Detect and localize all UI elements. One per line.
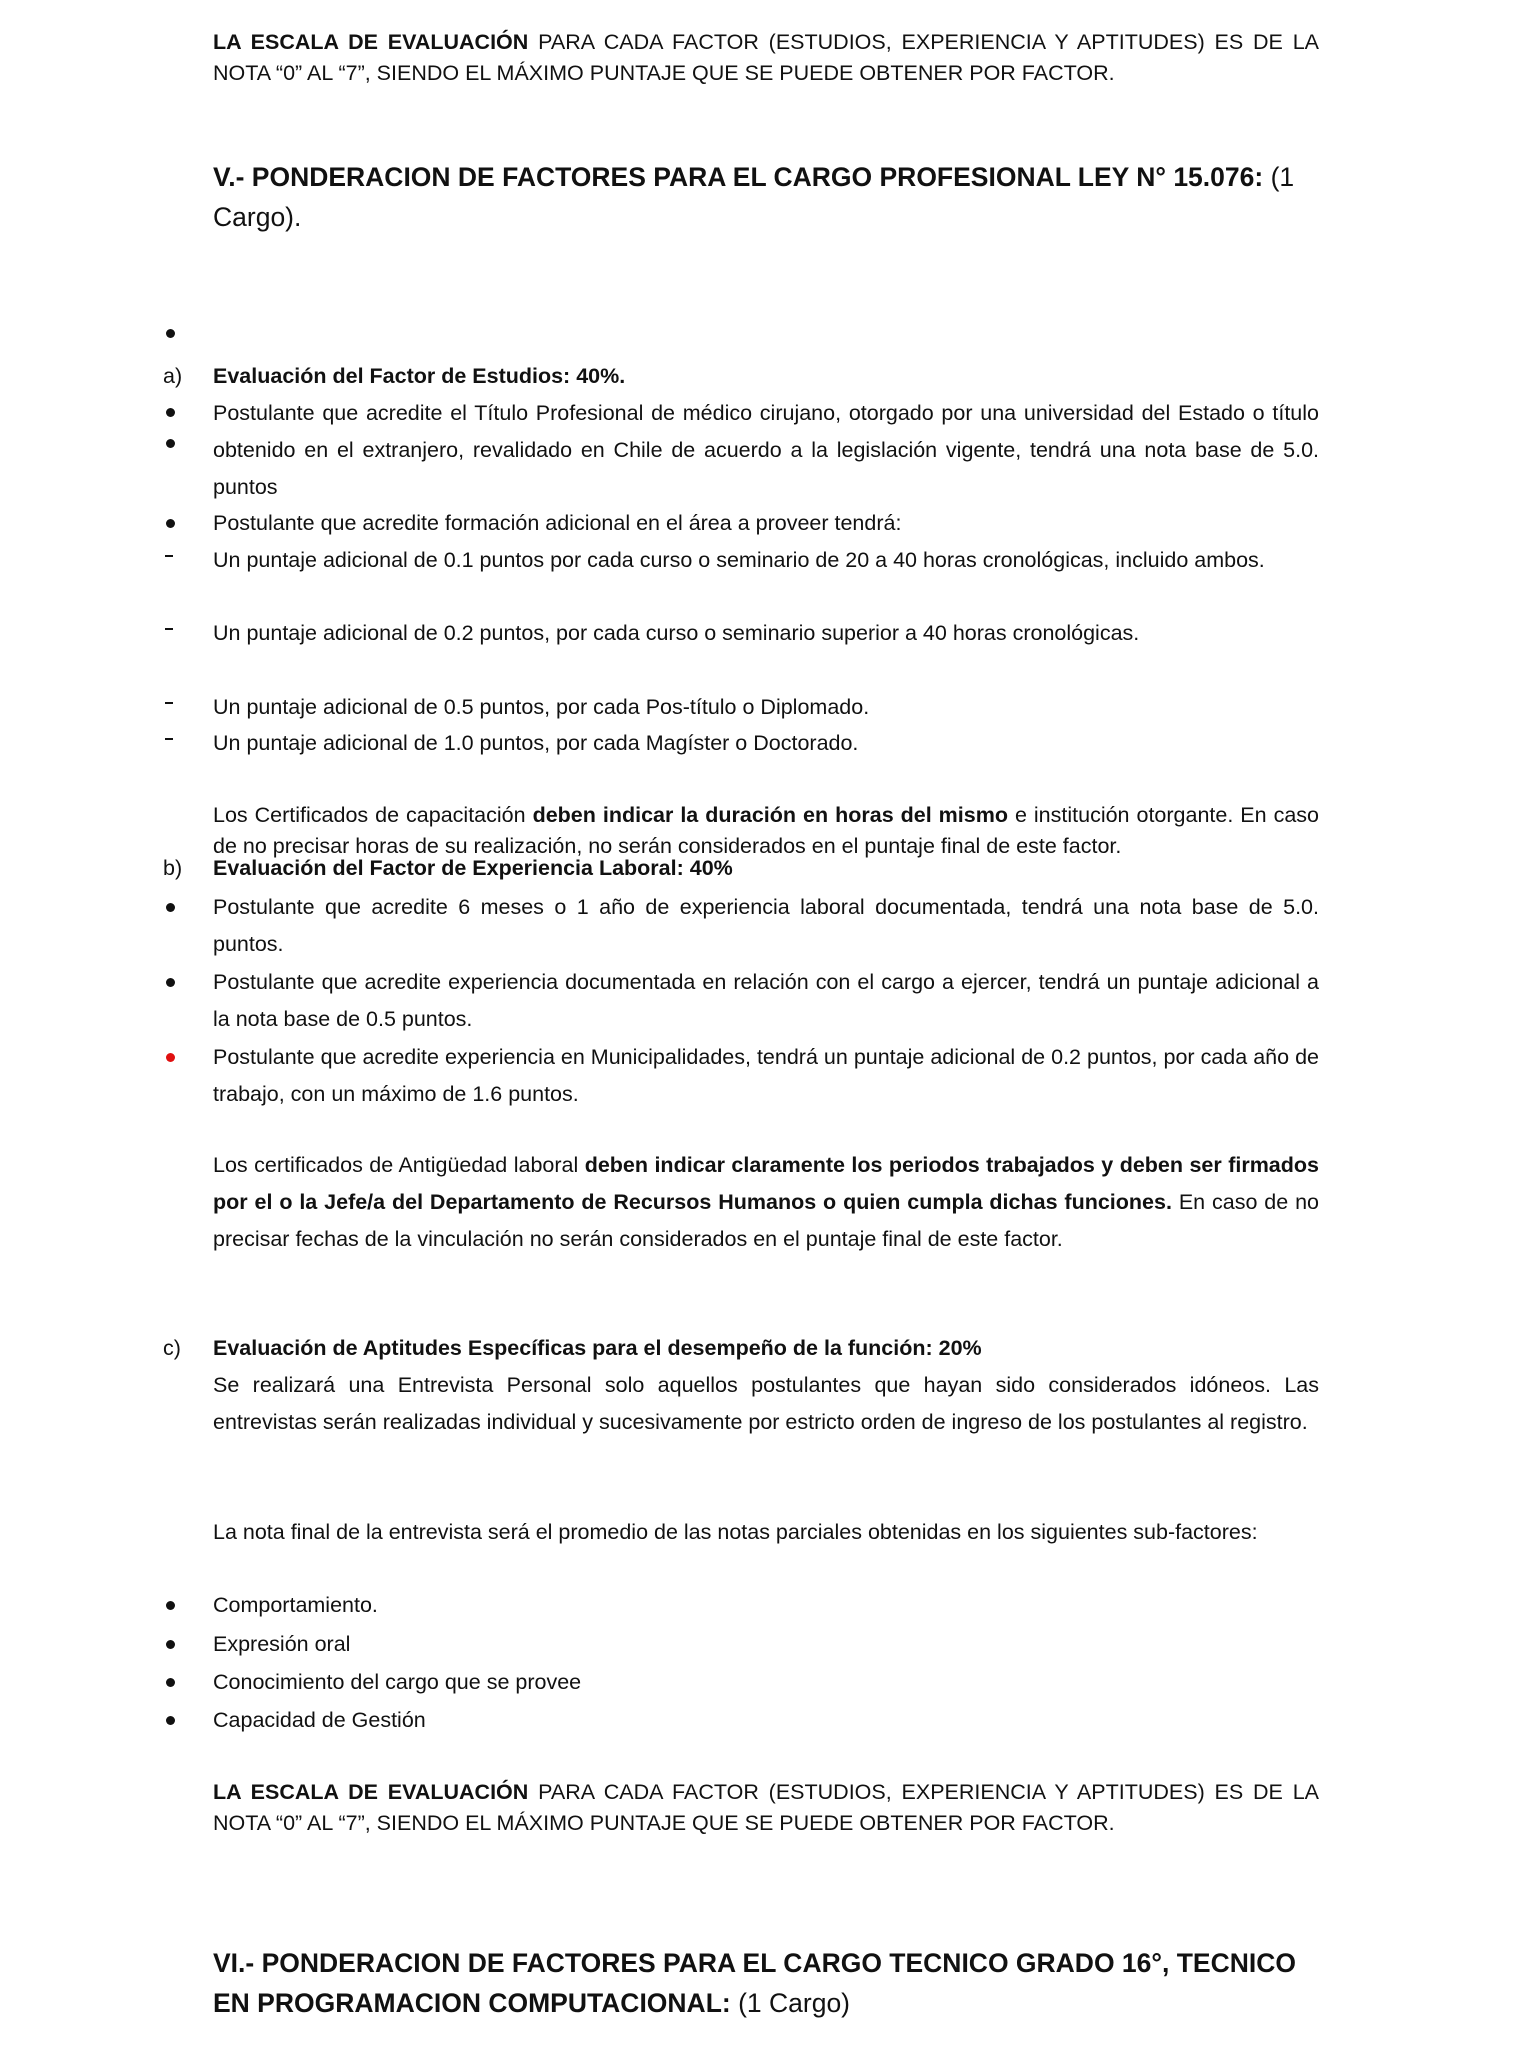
factor-a-bullet-2: Postulante que acredite formación adicional en el área a proveer tendrá: [213, 511, 902, 535]
note-bold: deben indicar la duración en horas del mismo [532, 803, 1008, 827]
scale-note-bottom [213, 1777, 1319, 1839]
factor-b-title-text: Evaluación del Factor de Experiencia Laboral: 40% [213, 856, 733, 880]
dash-icon [165, 628, 173, 630]
factor-a-title [213, 358, 1319, 395]
subfactor-item: Capacidad de Gestión [213, 1708, 426, 1732]
factor-a-dash-3: Un puntaje adicional de 0.5 puntos, por cada Pos-título o Diplomado. [213, 695, 870, 719]
bullet-icon [166, 1716, 175, 1725]
dash-icon [165, 555, 173, 557]
dash-icon [165, 738, 173, 740]
section-v-count: (1 Cargo). [213, 162, 1295, 232]
red-bullet-icon [166, 1053, 175, 1062]
dash-icon [165, 702, 173, 704]
note-bold: deben indicar claramente los periodos trabajados y deben ser firmados por el o la Jefe/a del Departamento de Recursos Humanos o quien cumpla dichas funciones. [213, 1153, 1319, 1214]
section-v-heading [213, 157, 1313, 237]
subfactor-item: Comportamiento. [213, 1593, 378, 1617]
bullet-icon [166, 1640, 175, 1649]
factor-a-bullet-1: Postulante que acredite el Título Profesional de médico cirujano, otorgado por una universidad del Estado o título obtenido en el extranjero, revalidado en Chile de acuerdo a la legislación vigente, tendrá una nota base de 5.0. puntos [213, 401, 1319, 499]
note-text: e institución otorgante. En caso de no precisar horas de su realización, no serán considerados en el puntaje final de este factor. [213, 803, 1320, 858]
note-text: Los Certificados de capacitación [213, 803, 533, 827]
scale-note-text: PARA CADA FACTOR (ESTUDIOS, EXPERIENCIA Y APTITUDES) ES DE LA NOTA “0” AL “7”, SIENDO EL MÁXIMO PUNTAJE QUE SE PUEDE OBTENER POR FACTOR. [213, 30, 1320, 85]
bullet-icon [166, 519, 175, 528]
section-vi-title: VI.- PONDERACION DE FACTORES PARA EL CARGO TECNICO GRADO 16°, TECNICO EN PROGRAMACION COMPUTACIONAL: [213, 1948, 1296, 2018]
bullet-icon [166, 439, 175, 448]
bullet-icon [166, 1601, 175, 1610]
scale-note-bold: LA ESCALA DE EVALUACIÓN [213, 1780, 529, 1804]
bullet-icon [166, 1678, 175, 1687]
subfactor-item: Conocimiento del cargo que se provee [213, 1670, 582, 1694]
factor-a-dash-4: Un puntaje adicional de 1.0 puntos, por cada Magíster o Doctorado. [213, 731, 859, 755]
bullet-icon [166, 408, 175, 417]
factor-a-dash-1: Un puntaje adicional de 0.1 puntos por cada curso o seminario de 20 a 40 horas cronológicas, incluido ambos. [213, 548, 1265, 572]
bullet-icon [166, 978, 175, 987]
factor-c-title [213, 1330, 1319, 1367]
factor-a-title-text: Evaluación del Factor de Estudios: 40%. [213, 364, 626, 388]
factor-c-final-note: La nota final de la entrevista será el promedio de las notas parciales obtenidas en los siguientes sub-factores: [213, 1520, 1258, 1544]
bullet-icon [166, 329, 175, 338]
factor-b-note [213, 1147, 1319, 1258]
scale-note-text: PARA CADA FACTOR (ESTUDIOS, EXPERIENCIA Y APTITUDES) ES DE LA NOTA “0” AL “7”, SIENDO EL MÁXIMO PUNTAJE QUE SE PUEDE OBTENER POR FACTOR. [213, 1780, 1320, 1835]
section-vi-heading [213, 1943, 1323, 2023]
bullet-icon [166, 903, 175, 912]
section-vi-count: (1 Cargo) [730, 1988, 851, 2018]
subfactor-item: Expresión oral [213, 1632, 351, 1656]
factor-b-title [213, 850, 1319, 887]
note-text: Los certificados de Antigüedad laboral [213, 1153, 585, 1177]
scale-note-bold: LA ESCALA DE EVALUACIÓN [213, 30, 529, 54]
factor-a-dash-2: Un puntaje adicional de 0.2 puntos, por cada curso o seminario superior a 40 horas cronológicas. [213, 621, 1140, 645]
factor-b-marker: b) [163, 856, 183, 880]
factor-b-bullet-3: Postulante que acredite experiencia en Municipalidades, tendrá un puntaje adicional de 0.2 puntos, por cada año de trabajo, con un máximo de 1.6 puntos. [213, 1045, 1319, 1106]
factor-b-bullet-2: Postulante que acredite experiencia documentada en relación con el cargo a ejercer, tendrá un puntaje adicional a la nota base de 0.5 puntos. [213, 970, 1319, 1031]
note-text: En caso de no precisar fechas de la vinculación no serán considerados en el puntaje final de este factor. [213, 1190, 1320, 1251]
factor-a-marker: a) [163, 364, 183, 388]
scale-note-top [213, 27, 1319, 89]
factor-c-intro: Se realizará una Entrevista Personal solo aquellos postulantes que hayan sido considerados idóneos. Las entrevistas serán realizadas individual y sucesivamente por estricto orden de ingreso de los postulantes al registro. [213, 1373, 1319, 1434]
section-v-title: V.- PONDERACION DE FACTORES PARA EL CARGO PROFESIONAL LEY N° 15.076: [213, 162, 1264, 192]
factor-c-title-text: Evaluación de Aptitudes Específicas para el desempeño de la función: 20% [213, 1336, 982, 1360]
factor-b-bullet-1: Postulante que acredite 6 meses o 1 año de experiencia laboral documentada, tendrá una nota base de 5.0. puntos. [213, 895, 1319, 956]
factor-c-marker: c) [163, 1336, 181, 1360]
